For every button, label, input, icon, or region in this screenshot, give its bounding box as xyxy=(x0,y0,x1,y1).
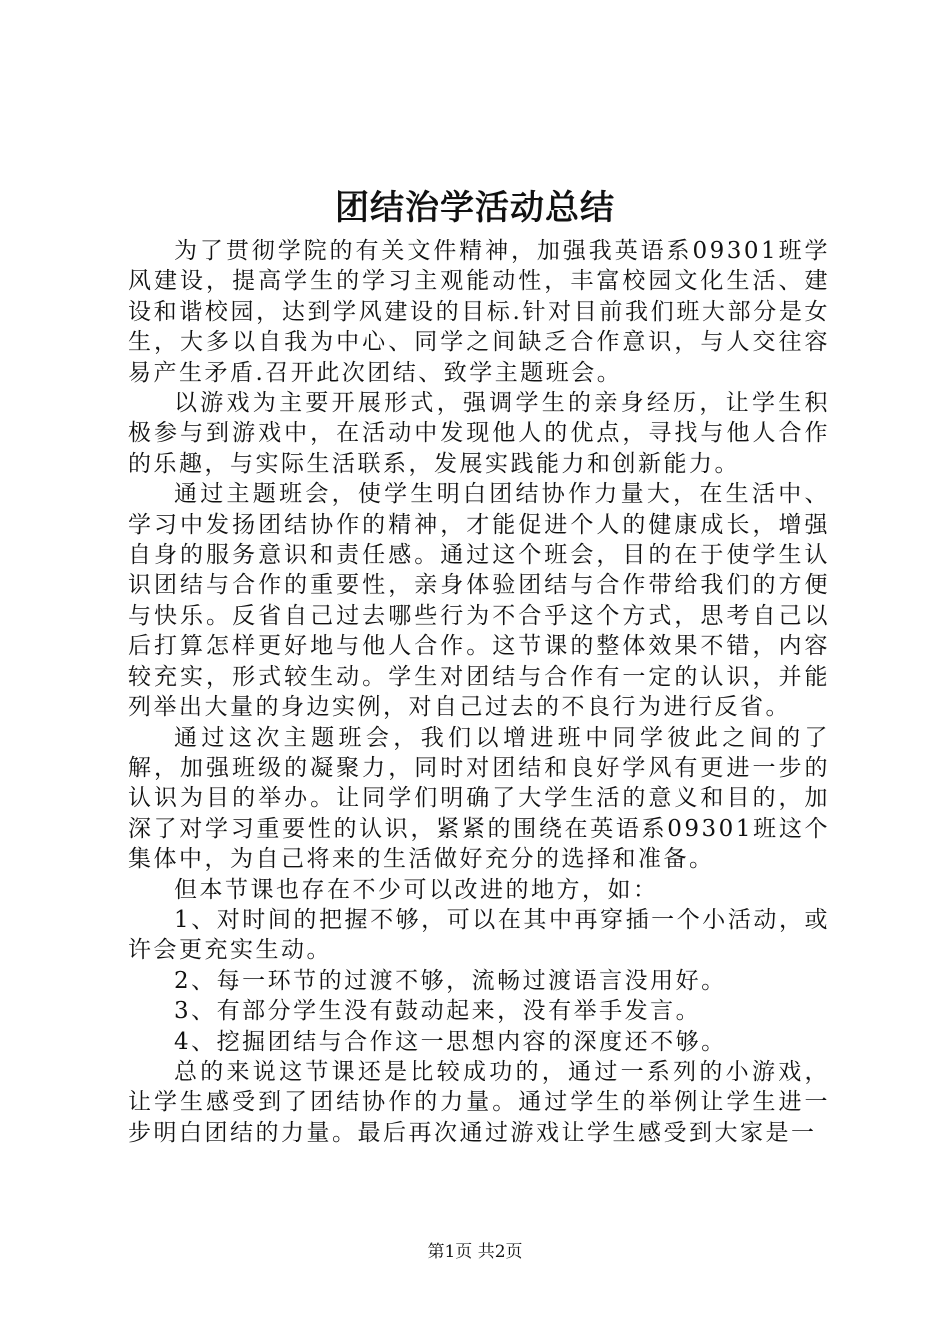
list-item: 4、挖掘团结与合作这一思想内容的深度还不够。 xyxy=(174,1028,727,1055)
paragraph: 通过这次主题班会，我们以增进班中同学彼此之间的了解，加强班级的凝聚力，同时对团结和良好学风有更进一步的认识为目的举办。让同学们明确了大学生活的意义和目的，加深了对学习重要性的认识，紧紧的围绕在英语系09301班这个集体中，为自己将来的生活做好充分的选择和准备。 xyxy=(128,724,830,873)
list-item: 1、对时间的把握不够，可以在其中再穿插一个小活动，或许会更充实生动。 xyxy=(128,906,830,964)
page-footer: 第1页 共2页 xyxy=(427,1242,523,1262)
document-body xyxy=(128,236,830,1148)
list-item: 2、每一环节的过渡不够，流畅过渡语言没用好。 xyxy=(174,967,727,994)
paragraph: 总的来说这节课还是比较成功的，通过一系列的小游戏，让学生感受到了团结协作的力量。通过学生的举例让学生进一步明白团结的力量。最后再次通过游戏让学生感受到大家是一 xyxy=(128,1058,830,1146)
document-title: 团结治学活动总结 xyxy=(335,188,615,228)
paragraph: 为了贯彻学院的有关文件精神，加强我英语系09301班学风建设，提高学生的学习主观能动性，丰富校园文化生活、建设和谐校园，达到学风建设的目标.针对目前我们班大部分是女生，大多以自我为中心、同学之间缺乏合作意识，与人交往容易产生矛盾.召开此次团结、致学主题班会。 xyxy=(128,238,830,386)
paragraph: 但本节课也存在不少可以改进的地方，如： xyxy=(174,876,659,903)
paragraph: 以游戏为主要开展形式，强调学生的亲身经历，让学生积极参与到游戏中，在活动中发现他人的优点，寻找与他人合作的乐趣，与实际生活联系，发展实践能力和创新能力。 xyxy=(128,390,830,477)
paragraph: 通过主题班会，使学生明白团结协作力量大，在生活中、学习中发扬团结协作的精神，才能促进个人的健康成长，增强自身的服务意识和责任感。通过这个班会，目的在于使学生认识团结与合作的重要性，亲身体验团结与合作带给我们的方便与快乐。反省自己过去哪些行为不合乎这个方式，思考自己以后打算怎样更好地与他人合作。这节课的整体效果不错，内容较充实，形式较生动。学生对团结与合作有一定的认识，并能列举出大量的身边实例，对自己过去的不良行为进行反省。 xyxy=(128,481,830,721)
list-item: 3、有部分学生没有鼓动起来，没有举手发言。 xyxy=(174,998,702,1025)
